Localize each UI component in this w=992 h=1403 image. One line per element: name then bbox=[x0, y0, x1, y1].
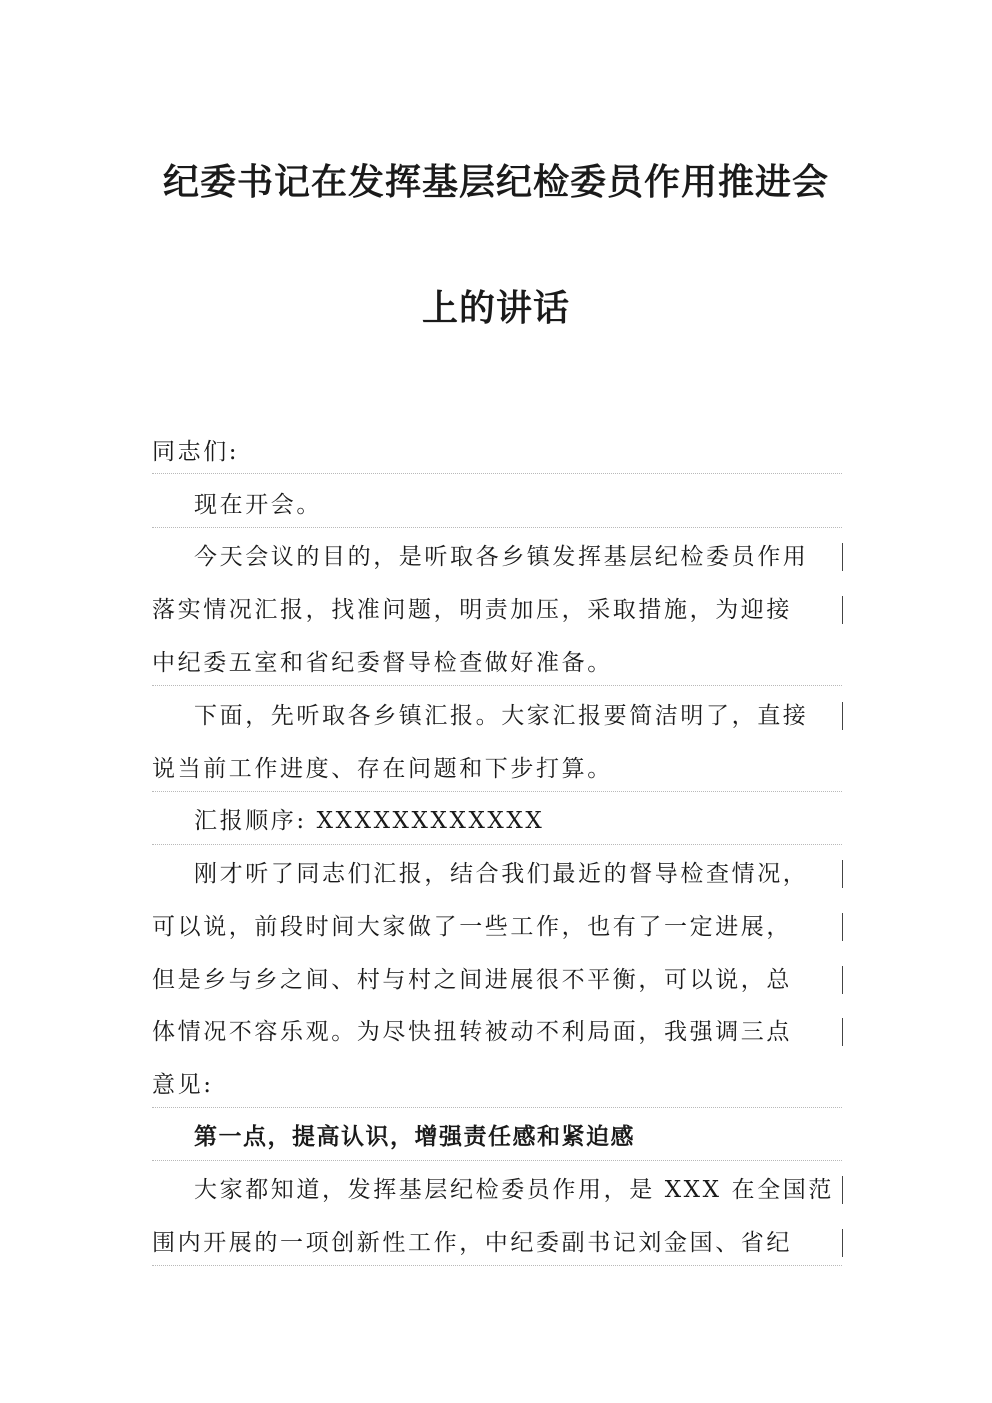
line-end-marker bbox=[842, 913, 843, 941]
paragraph-line: 落实情况汇报，找准问题，明责加压，采取措施，为迎接 bbox=[152, 597, 792, 623]
line-end-marker bbox=[842, 966, 843, 994]
paragraph-line: 下面，先听取各乡镇汇报。大家汇报要简洁明了，直接 bbox=[194, 703, 809, 729]
line-end-marker bbox=[842, 543, 843, 571]
paragraph-divider bbox=[152, 1265, 842, 1266]
section-heading: 第一点，提高认识，增强责任感和紧迫感 bbox=[194, 1123, 635, 1150]
line-end-marker bbox=[842, 1018, 843, 1046]
paragraph-line: 体情况不容乐观。为尽快扭转被动不利局面，我强调三点 bbox=[152, 1019, 792, 1045]
paragraph-divider bbox=[152, 527, 842, 528]
paragraph-line: 大家都知道，发挥基层纪检委员作用，是 XXX 在全国范 bbox=[194, 1177, 834, 1203]
paragraph-divider bbox=[152, 473, 842, 474]
paragraph-line: 可以说，前段时间大家做了一些工作，也有了一定进展， bbox=[152, 914, 792, 940]
paragraph-line: 说当前工作进度、存在问题和下步打算。 bbox=[152, 756, 613, 782]
line-end-marker bbox=[842, 860, 843, 888]
paragraph-line: 中纪委五室和省纪委督导检查做好准备。 bbox=[152, 650, 613, 676]
paragraph-line: 围内开展的一项创新性工作，中纪委副书记刘金国、省纪 bbox=[152, 1230, 792, 1256]
paragraph-line: 今天会议的目的，是听取各乡镇发挥基层纪检委员作用 bbox=[194, 544, 809, 570]
document-title-line-1: 纪委书记在发挥基层纪检委员作用推进会 bbox=[162, 161, 829, 203]
line-end-marker bbox=[842, 1176, 843, 1204]
paragraph-divider bbox=[152, 1107, 842, 1108]
salutation: 同志们: bbox=[152, 439, 240, 465]
line-end-marker bbox=[842, 596, 843, 624]
line-end-marker bbox=[842, 1229, 843, 1257]
document-title-line-2: 上的讲话 bbox=[421, 287, 570, 329]
paragraph-divider bbox=[152, 844, 842, 845]
paragraph-line: 但是乡与乡之间、村与村之间进展很不平衡，可以说，总 bbox=[152, 967, 792, 993]
paragraph-line: 现在开会。 bbox=[194, 492, 322, 518]
paragraph-divider bbox=[152, 1160, 842, 1161]
paragraph-line: 意见: bbox=[152, 1072, 214, 1098]
paragraph-divider bbox=[152, 791, 842, 792]
paragraph-divider bbox=[152, 685, 842, 686]
line-end-marker bbox=[842, 702, 843, 730]
paragraph-line: 刚才听了同志们汇报，结合我们最近的督导检查情况， bbox=[194, 861, 809, 887]
paragraph-line: 汇报顺序: XXXXXXXXXXXX bbox=[194, 808, 545, 834]
